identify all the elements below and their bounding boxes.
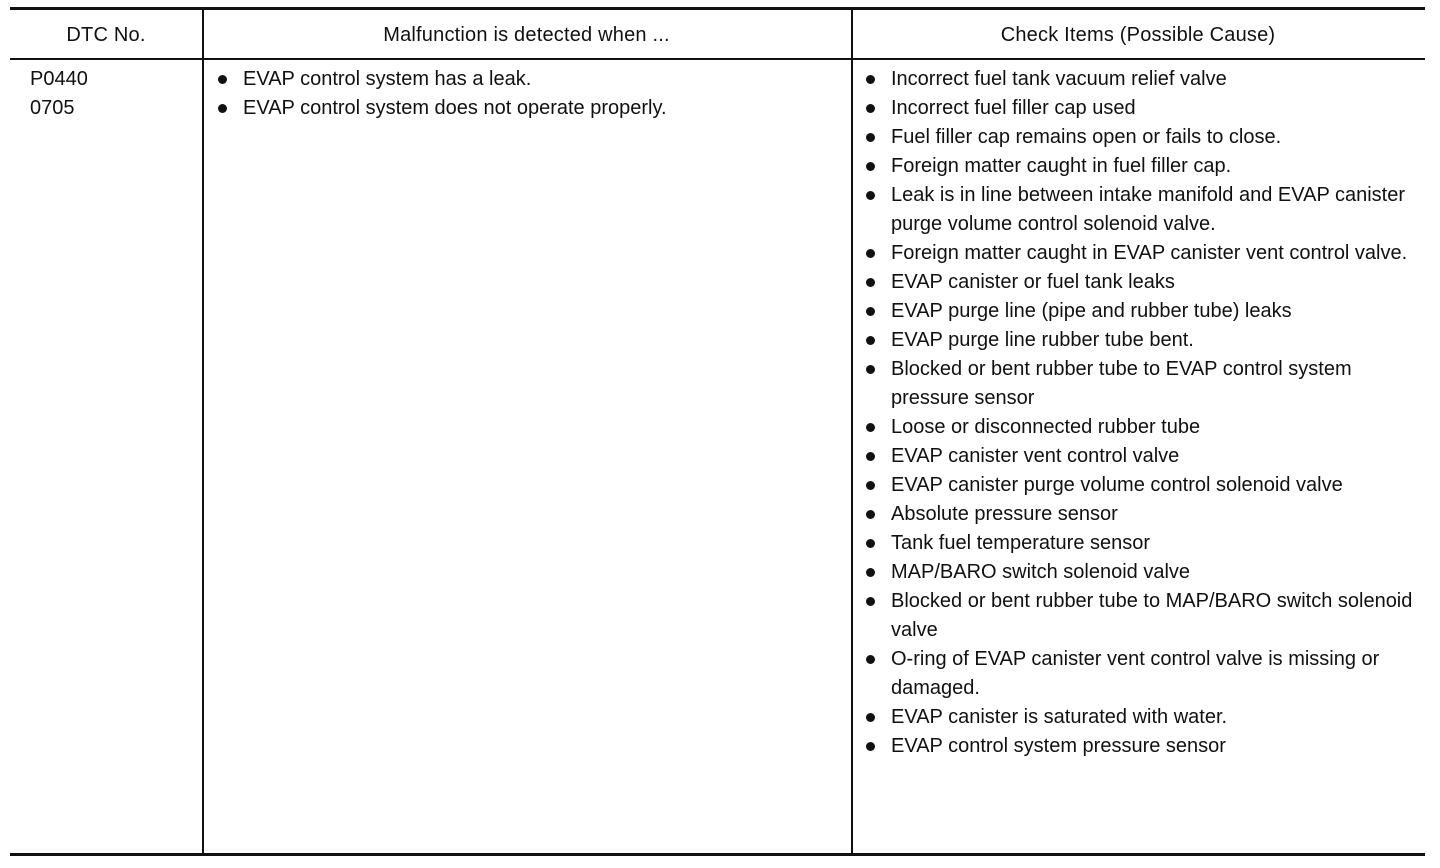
bullet-icon: [866, 307, 875, 316]
bullet-icon: [866, 510, 875, 519]
header-dtc-no: DTC No.: [66, 23, 146, 46]
list-item: Fuel filler cap remains open or fails to close.: [863, 123, 1418, 152]
dtc-table: [10, 7, 1425, 856]
bullet-icon: [866, 597, 875, 606]
bullet-icon: [866, 423, 875, 432]
bullet-icon: [866, 162, 875, 171]
bullet-icon: [866, 191, 875, 200]
list-item: Blocked or bent rubber tube to MAP/BARO switch solenoid valve: [863, 587, 1418, 645]
bullet-icon: [866, 365, 875, 374]
bullet-icon: [866, 278, 875, 287]
bullet-icon: [866, 336, 875, 345]
list-item: Incorrect fuel tank vacuum relief valve: [863, 65, 1418, 94]
bullet-icon: [866, 452, 875, 461]
header-check-items: Check Items (Possible Cause): [1000, 23, 1276, 46]
check-items-cell: [863, 65, 1418, 761]
dtc-cell: [30, 65, 190, 123]
list-item: MAP/BARO switch solenoid valve: [863, 558, 1418, 587]
column-divider: [202, 10, 204, 853]
list-item: EVAP canister or fuel tank leaks: [863, 268, 1418, 297]
header-malfunction: Malfunction is detected when ...: [383, 23, 670, 46]
list-item: EVAP control system has a leak.: [215, 65, 840, 94]
list-item: Leak is in line between intake manifold and EVAP canister purge volume control solenoid valve.: [863, 181, 1418, 239]
bullet-icon: [866, 481, 875, 490]
bullet-icon: [218, 104, 227, 113]
list-item: EVAP canister vent control valve: [863, 442, 1418, 471]
bullet-icon: [866, 713, 875, 722]
list-item: EVAP purge line (pipe and rubber tube) leaks: [863, 297, 1418, 326]
bullet-icon: [218, 75, 227, 84]
list-item: EVAP purge line rubber tube bent.: [863, 326, 1418, 355]
check-items-list: [863, 65, 1418, 761]
list-item: EVAP canister is saturated with water.: [863, 703, 1418, 732]
bullet-icon: [866, 539, 875, 548]
column-divider: [851, 10, 853, 853]
bullet-icon: [866, 133, 875, 142]
bullet-icon: [866, 568, 875, 577]
list-item: Loose or disconnected rubber tube: [863, 413, 1418, 442]
dtc-code: 0705: [30, 97, 75, 119]
dtc-code: P0440: [30, 68, 88, 90]
bullet-icon: [866, 742, 875, 751]
bullet-icon: [866, 104, 875, 113]
malfunction-list: [215, 65, 840, 123]
table-header-row: [10, 10, 1425, 60]
list-item: Tank fuel temperature sensor: [863, 529, 1418, 558]
list-item: Absolute pressure sensor: [863, 500, 1418, 529]
bullet-icon: [866, 249, 875, 258]
bullet-icon: [866, 655, 875, 664]
list-item: Foreign matter caught in fuel filler cap.: [863, 152, 1418, 181]
malfunction-cell: [215, 65, 840, 123]
list-item: EVAP control system does not operate properly.: [215, 94, 840, 123]
list-item: Foreign matter caught in EVAP canister vent control valve.: [863, 239, 1418, 268]
list-item: Incorrect fuel filler cap used: [863, 94, 1418, 123]
list-item: EVAP canister purge volume control solenoid valve: [863, 471, 1418, 500]
bullet-icon: [866, 75, 875, 84]
list-item: Blocked or bent rubber tube to EVAP control system pressure sensor: [863, 355, 1418, 413]
list-item: EVAP control system pressure sensor: [863, 732, 1418, 761]
list-item: O-ring of EVAP canister vent control valve is missing or damaged.: [863, 645, 1418, 703]
